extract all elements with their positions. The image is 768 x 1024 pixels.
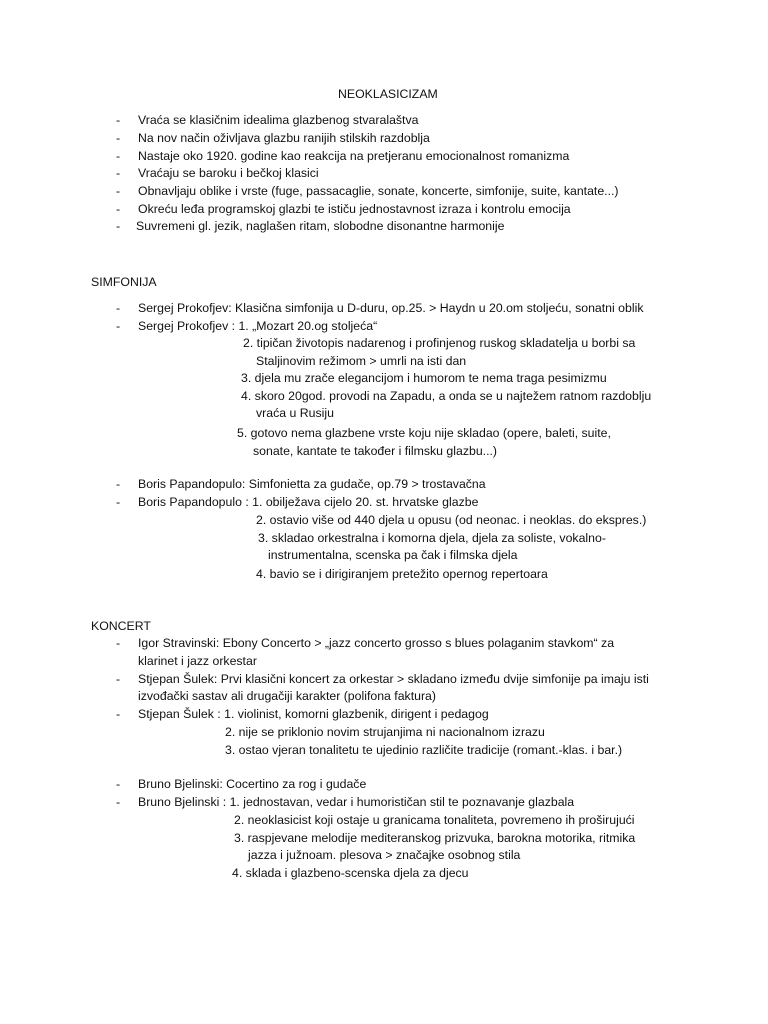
simfonija-entry: 4. bavio se i dirigiranjem pretežito opernog repertoara [256, 567, 548, 581]
simfonija-entry: Sergej Prokofjev : 1. „Mozart 20.og stoljeća“ [138, 319, 378, 333]
bullet-dash: - [116, 131, 121, 145]
simfonija-entry: Boris Papandopulo: Simfonietta za gudače, op.79 > trostavačna [138, 477, 486, 491]
bullet-dash: - [116, 707, 121, 721]
bullet-dash: - [116, 301, 121, 315]
bullet-dash: - [116, 495, 121, 509]
intro-bullet: Nastaje oko 1920. godine kao reakcija na pretjeranu emocionalnost romanizma [138, 149, 570, 163]
koncert-entry: izvođački sastav ali drugačiji karakter (polifona faktura) [138, 689, 436, 703]
bullet-dash: - [116, 202, 121, 216]
section-heading-simfonija: SIMFONIJA [91, 275, 157, 289]
koncert-entry: 3. raspjevane melodije mediteranskog prizvuka, barokna motorika, ritmika [234, 831, 636, 845]
intro-bullet: Vraćaju se baroku i bečkoj klasici [138, 166, 319, 180]
simfonija-entry: sonate, kantate te također i filmsku glazbu...) [253, 444, 498, 458]
simfonija-entry: 3. djela mu zrače elegancijom i humorom te nema traga pesimizmu [241, 371, 607, 385]
bullet-dash: - [116, 166, 121, 180]
bullet-dash: - [116, 184, 121, 198]
page-title: NEOKLASICIZAM [338, 87, 438, 101]
bullet-dash: - [116, 672, 121, 686]
bullet-dash: - [116, 219, 121, 233]
koncert-entry: 2. neoklasicist koji ostaje u granicama tonaliteta, povremeno ih proširujući [234, 813, 635, 827]
intro-bullet: Na nov način oživljava glazbu ranijih stilskih razdoblja [138, 131, 430, 145]
simfonija-entry: 2. tipičan životopis nadarenog i profinjenog ruskog skladatelja u borbi sa [243, 336, 636, 350]
intro-bullet: Suvremeni gl. jezik, naglašen ritam, slobodne disonantne harmonije [136, 219, 505, 233]
simfonija-entry: 4. skoro 20god. provodi na Zapadu, a onda se u najtežem ratnom razdoblju [241, 389, 652, 403]
simfonija-entry: instrumentalna, scenska pa čak i filmska djela [268, 548, 518, 562]
simfonija-entry: 3. skladao orkestralna i komorna djela, djela za soliste, vokalno- [258, 531, 606, 545]
simfonija-entry: Boris Papandopulo : 1. obilježava cijelo 20. st. hrvatske glazbe [138, 495, 479, 509]
bullet-dash: - [116, 113, 121, 127]
koncert-entry: 3. ostao vjeran tonalitetu te ujedinio različite tradicije (romant.-klas. i bar.) [225, 743, 623, 757]
koncert-entry: Stjepan Šulek: Prvi klasični koncert za orkestar > skladano između dvije simfonije pa imaju isti [138, 672, 649, 686]
simfonija-entry: 2. ostavio više od 440 djela u opusu (od neonac. i neoklas. do ekspres.) [256, 513, 647, 527]
bullet-dash: - [116, 477, 121, 491]
intro-bullet: Okreću leđa programskoj glazbi te ističu jednostavnost izraza i kontrolu emocija [138, 202, 571, 216]
bullet-dash: - [116, 777, 121, 791]
simfonija-entry: Sergej Prokofjev: Klasična simfonija u D-duru, op.25. > Haydn u 20.om stoljeću, sonatni oblik [138, 301, 644, 315]
bullet-dash: - [116, 149, 121, 163]
simfonija-entry: Staljinovim režimom > umrli na isti dan [256, 354, 467, 368]
koncert-entry: 4. sklada i glazbeno-scenska djela za djecu [232, 866, 469, 880]
bullet-dash: - [116, 319, 121, 333]
section-heading-koncert: KONCERT [91, 619, 151, 633]
koncert-entry: Bruno Bjelinski : 1. jednostavan, vedar i humorističan stil te poznavanje glazbala [138, 795, 575, 809]
simfonija-entry: 5. gotovo nema glazbene vrste koju nije skladao (opere, baleti, suite, [237, 426, 611, 440]
koncert-entry: klarinet i jazz orkestar [138, 654, 257, 668]
intro-bullet: Obnavljaju oblike i vrste (fuge, passacaglie, sonate, koncerte, simfonije, suite, kantate...) [138, 184, 619, 198]
simfonija-entry: vraća u Rusiju [256, 406, 334, 420]
koncert-entry: Igor Stravinski: Ebony Concerto > „jazz concerto grosso s blues polaganim stavkom“ za [138, 636, 615, 650]
koncert-entry: Stjepan Šulek : 1. violinist, komorni glazbenik, dirigent i pedagog [138, 707, 489, 721]
bullet-dash: - [116, 795, 121, 809]
koncert-entry: 2. nije se priklonio novim strujanjima ni nacionalnom izrazu [225, 725, 545, 739]
bullet-dash: - [116, 636, 121, 650]
koncert-entry: jazza i južnoam. plesova > značajke osobnog stila [248, 848, 521, 862]
intro-bullet: Vraća se klasičnim idealima glazbenog stvaralaštva [138, 113, 419, 127]
koncert-entry: Bruno Bjelinski: Cocertino za rog i gudače [138, 777, 367, 791]
